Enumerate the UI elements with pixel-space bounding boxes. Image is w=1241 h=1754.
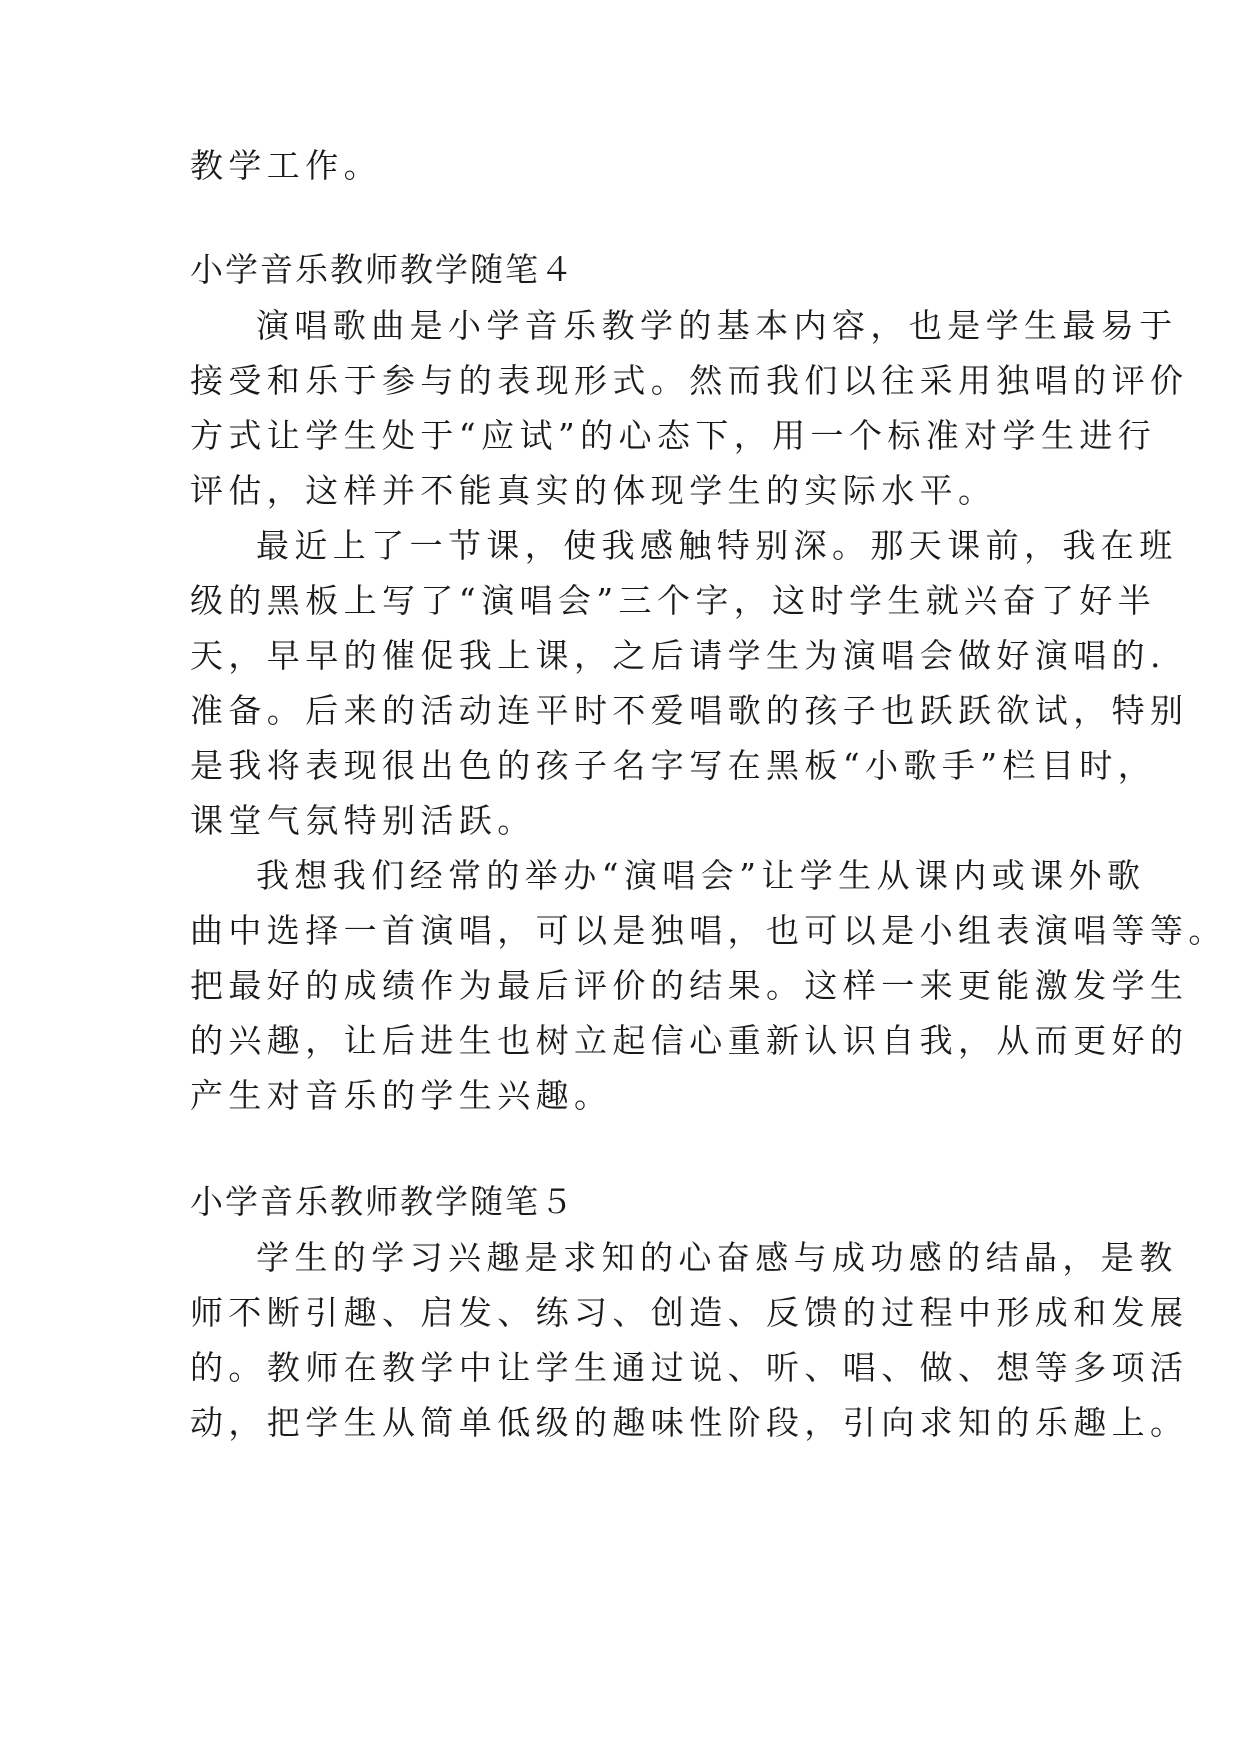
paragraph-line: 的兴趣，让后进生也树立起信心重新认识自我，从而更好的: [190, 1021, 1189, 1060]
paragraph-line: 最近上了一节课，使我感触特别深。那天课前，我在班: [256, 526, 1178, 565]
paragraph-line: 产生对音乐的学生兴趣。: [190, 1076, 613, 1115]
paragraph-line: 我想我们经常的举办“演唱会”让学生从课内或课外歌: [256, 856, 1146, 895]
paragraph-line: 方式让学生处于“应试”的心态下，用一个标准对学生进行: [190, 416, 1157, 455]
section-heading: 小学音乐教师教学随笔４: [190, 250, 575, 289]
paragraph-line: 课堂气氛特别活跃。: [190, 801, 536, 840]
paragraph-line: 动，把学生从简单低级的趣味性阶段，引向求知的乐趣上。: [190, 1403, 1189, 1442]
paragraph-line: 级的黑板上写了“演唱会”三个字，这时学生就兴奋了好半: [190, 581, 1157, 620]
paragraph-line: 的。教师在教学中让学生通过说、听、唱、做、想等多项活: [190, 1348, 1189, 1387]
paragraph-line: 教学工作。: [190, 146, 382, 185]
section-heading: 小学音乐教师教学随笔５: [190, 1182, 575, 1221]
paragraph-line: 学生的学习兴趣是求知的心奋感与成功感的结晶，是教: [256, 1238, 1178, 1277]
paragraph-line: 天，早早的催促我上课，之后请学生为演唱会做好演唱的.: [190, 636, 1166, 675]
paragraph-line: 曲中选择一首演唱，可以是独唱，也可以是小组表演唱等等。: [190, 911, 1227, 950]
paragraph-line: 准备。后来的活动连平时不爱唱歌的孩子也跃跃欲试，特别: [190, 691, 1189, 730]
paragraph-line: 演唱歌曲是小学音乐教学的基本内容，也是学生最易于: [256, 306, 1178, 345]
paragraph-line: 接受和乐于参与的表现形式。然而我们以往采用独唱的评价: [190, 361, 1189, 400]
paragraph-line: 把最好的成绩作为最后评价的结果。这样一来更能激发学生: [190, 966, 1189, 1005]
paragraph-line: 师不断引趣、启发、练习、创造、反馈的过程中形成和发展: [190, 1293, 1189, 1332]
paragraph-line: 是我将表现很出色的孩子名字写在黑板“小歌手”栏目时，: [190, 746, 1157, 785]
paragraph-line: 评估，这样并不能真实的体现学生的实际水平。: [190, 471, 997, 510]
